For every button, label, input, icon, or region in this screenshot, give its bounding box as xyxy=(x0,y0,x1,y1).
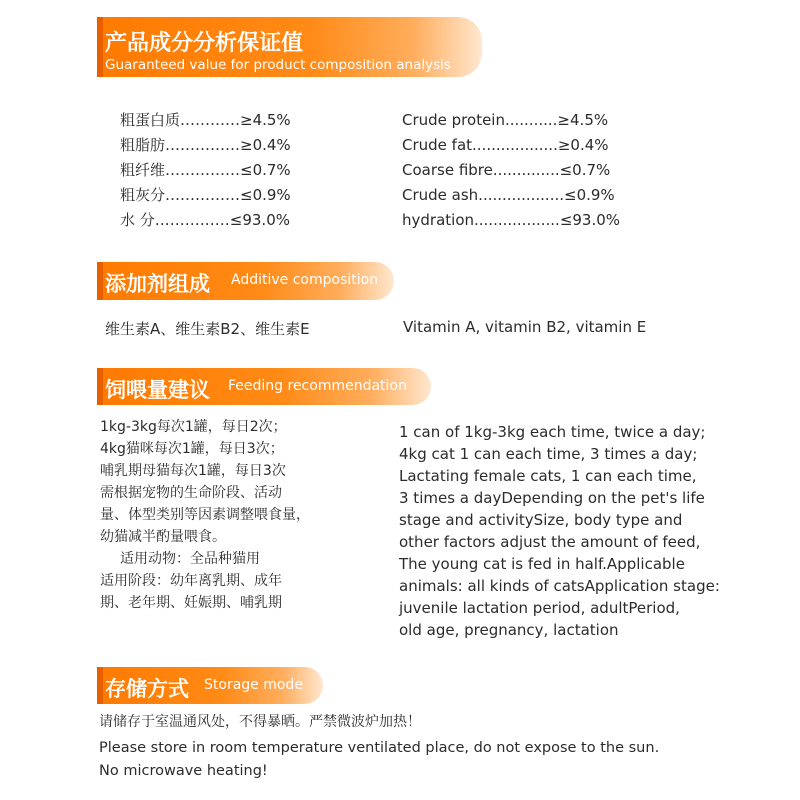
storage-text-en xyxy=(99,737,659,783)
feeding-line-cn: 期、老年期、妊娠期、哺乳期 xyxy=(100,595,282,611)
composition-row-cn: 粗脂肪……………≥0.4% xyxy=(120,136,291,154)
storage-line-en: Please store in room temperature ventilated place, do not expose to the sun. xyxy=(99,740,660,756)
storage-title-cn: 存储方式 xyxy=(105,677,189,701)
feeding-line-en: juvenile lactation period, adultPeriod, xyxy=(399,599,680,617)
feeding-line-cn: 哺乳期母猫每次1罐，每日3次 xyxy=(100,463,286,479)
composition-row-cn: 粗灰分……………≤0.9% xyxy=(120,186,291,204)
storage-line-en: No microwave heating! xyxy=(99,763,268,779)
composition-row-cn: 粗纤维……………≤0.7% xyxy=(120,161,291,179)
feeding-line-en: other factors adjust the amount of feed, xyxy=(399,533,701,551)
feeding-line-cn: 需根据宠物的生命阶段、活动 xyxy=(100,485,282,501)
feeding-line-en: old age, pregnancy, lactation xyxy=(399,621,619,639)
feeding-line-cn: 适用动物：全品种猫用 xyxy=(120,551,260,567)
feeding-text-en xyxy=(399,421,720,641)
composition-list-en xyxy=(402,108,620,233)
feeding-line-en: Lactating female cats, 1 can each time, xyxy=(399,467,697,485)
feeding-line-en: 1 can of 1kg-3kg each time, twice a day; xyxy=(399,423,706,441)
storage-header xyxy=(97,667,323,704)
feeding-line-cn: 量、体型类别等因素调整喂食量， xyxy=(100,507,310,523)
feeding-header xyxy=(97,368,431,405)
composition-header xyxy=(97,17,482,77)
composition-row-en: Crude fat..................≥0.4% xyxy=(402,136,609,154)
composition-row-cn: 水 分……………≤93.0% xyxy=(120,211,290,229)
additive-header xyxy=(97,262,394,300)
feeding-text-cn xyxy=(100,416,310,614)
composition-row-en: Coarse fibre..............≤0.7% xyxy=(402,161,611,179)
composition-row-en: Crude protein...........≥4.5% xyxy=(402,111,609,129)
composition-row-en: hydration..................≤93.0% xyxy=(402,211,621,229)
feeding-line-cn: 1kg-3kg每次1罐，每日2次； xyxy=(100,419,287,435)
storage-text-cn: 请储存于室温通风处，不得暴晒。严禁微波炉加热！ xyxy=(99,714,421,730)
additive-text-en: Vitamin A, vitamin B2, vitamin E xyxy=(403,318,647,336)
composition-list-cn xyxy=(120,108,291,233)
storage-title-en: Storage mode xyxy=(204,677,303,693)
composition-title-en: Guaranteed value for product composition analysis xyxy=(105,57,451,73)
feeding-title-en: Feeding recommendation xyxy=(228,378,407,394)
feeding-line-cn: 适用阶段：幼年离乳期、成年 xyxy=(100,573,282,589)
composition-title-cn: 产品成分分析保证值 xyxy=(105,31,304,56)
additive-text-cn: 维生素A、维生素B2、维生素E xyxy=(105,320,310,338)
feeding-line-cn: 幼猫减半酌量喂食。 xyxy=(100,529,226,545)
feeding-line-en: The young cat is fed in half.Applicable xyxy=(399,555,685,573)
feeding-line-en: 4kg cat 1 can each time, 3 times a day; xyxy=(399,445,698,463)
additive-title-cn: 添加剂组成 xyxy=(105,272,210,296)
feeding-line-en: stage and activitySize, body type and xyxy=(399,511,683,529)
feeding-title-cn: 饲喂量建议 xyxy=(105,378,210,402)
composition-row-en: Crude ash..................≤0.9% xyxy=(402,186,615,204)
additive-title-en: Additive composition xyxy=(231,272,379,288)
feeding-line-en: 3 times a dayDepending on the pet's life xyxy=(399,489,705,507)
feeding-line-cn: 4kg猫咪每次1罐，每日3次； xyxy=(100,441,284,457)
feeding-line-en: animals: all kinds of catsApplication stage: xyxy=(399,577,720,595)
composition-row-cn: 粗蛋白质…………≥4.5% xyxy=(120,111,291,129)
